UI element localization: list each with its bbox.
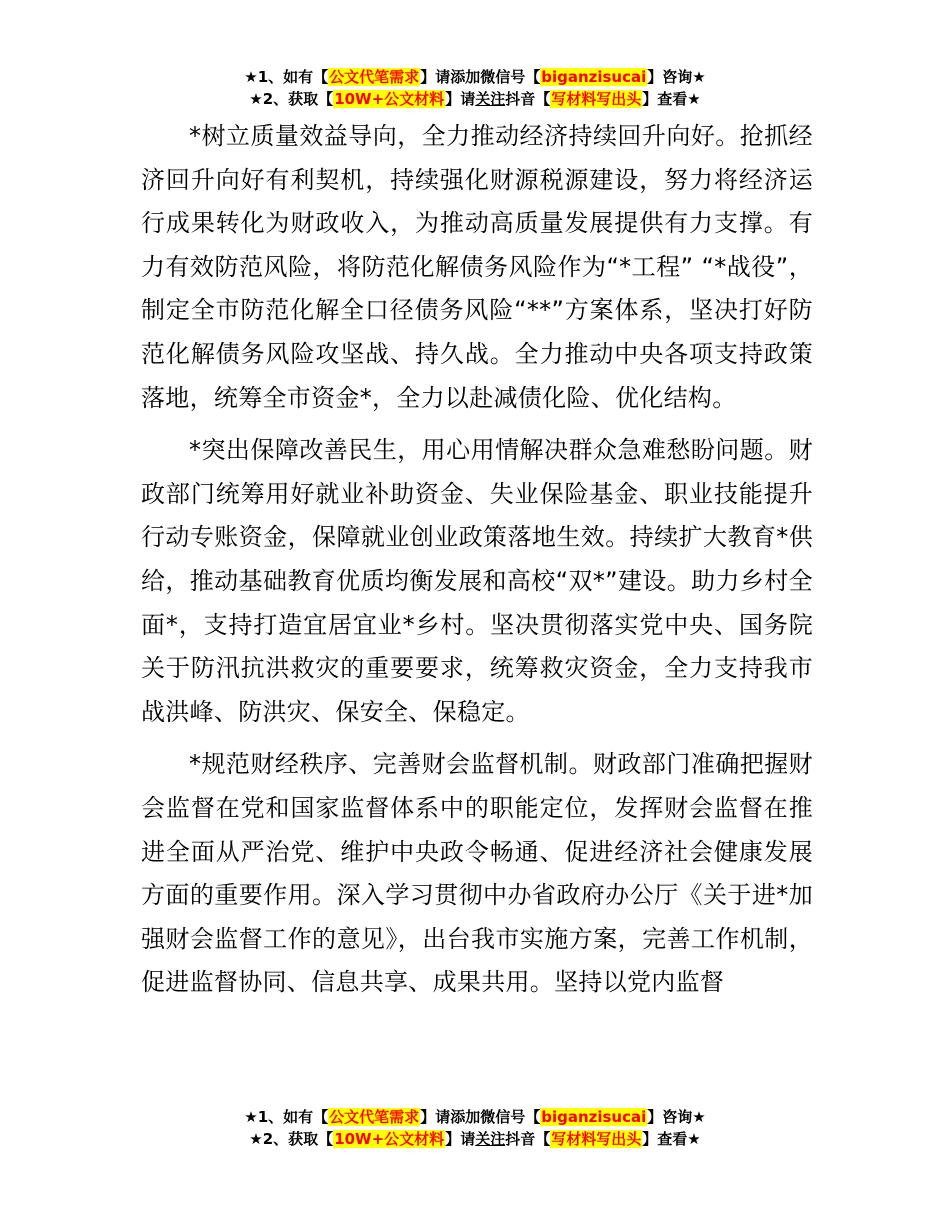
body-paragraph-3: *规范财经秩序、完善财会监督机制。财政部门准确把握财会监督在党和国家监督体系中的职能定位，发挥财会监督在推进全面从严治党、维护中央政令畅通、促进经济社会健康发展方面的重要作用。深入学习贯彻中办省政府办公厅《关于进*加强财会监督工作的意见》，出台我市实施方案，完善工作机制，促进监督协同、信息共享、成果共用。坚持以党内监督 — [141, 750, 813, 997]
header-line-2-middle-a: 】请 — [445, 90, 476, 108]
body-paragraph-2: *突出保障改善民生，用心用情解决群众急难愁盼问题。财政部门统筹用好就业补助资金、失业保险基金、职业技能提升行动专账资金，保障就业创业政策落地生效。持续扩大教育*供给，推动基础教育优质均衡发展和高校“双*”建设。助力乡村全面*，支持打造宜居宜业*乡村。坚决贯彻落实党中央、国务院关于防汛抗洪救灾的重要要求，统筹救灾资金，全力支持我市战洪峰、防洪灾、保安全、保稳定。 — [141, 436, 813, 726]
header-banner — [0, 66, 950, 110]
footer-highlight-douyin-account: 写材料写出头 — [551, 1130, 642, 1148]
footer-highlight-writing-service: 公文代笔需求 — [329, 1108, 420, 1126]
footer-line-2 — [0, 1128, 950, 1150]
body-paragraph-1: *树立质量效益导向，全力推动经济持续回升向好。抢抓经济回升向好有利契机，持续强化财源税源建设，努力将经济运行成果转化为财政收入，为推动高质量发展提供有力支撑。有力有效防范风险，将防范化解债务风险作为“*工程” “*战役”，制定全市防范化解全口径债务风险“**”方案体系，坚决打好防范化解债务风险攻坚战、持久战。全力推动中央各项支持政策落地，统筹全市资金*，全力以赴减债化险、优化结构。 — [141, 122, 813, 412]
footer-line-2-middle-b: 抖音【 — [505, 1130, 551, 1148]
footer-line-1-prefix: ★1、如有【 — [244, 1108, 329, 1126]
header-highlight-writing-service: 公文代笔需求 — [329, 68, 420, 86]
footer-line-1-suffix: 】咨询★ — [647, 1108, 706, 1126]
header-highlight-douyin-account: 写材料写出头 — [551, 90, 642, 108]
header-line-2-prefix: ★2、获取【 — [249, 90, 334, 108]
header-line-1-suffix: 】咨询★ — [647, 68, 706, 86]
footer-line-1 — [0, 1106, 950, 1128]
header-highlight-materials: 10W+公文材料 — [334, 90, 445, 108]
footer-highlight-wechat-id: biganzisucai — [541, 1108, 647, 1126]
header-line-2 — [0, 88, 950, 110]
header-line-1-middle: 】请添加微信号【 — [420, 68, 541, 86]
footer-line-1-middle: 】请添加微信号【 — [420, 1108, 541, 1126]
footer-line-2-middle-a: 】请 — [445, 1130, 476, 1148]
footer-highlight-materials: 10W+公文材料 — [334, 1130, 445, 1148]
header-line-2-middle-b: 抖音【 — [505, 90, 551, 108]
header-highlight-wechat-id: biganzisucai — [541, 68, 647, 86]
header-line-2-suffix: 】查看★ — [642, 90, 701, 108]
header-line-1 — [0, 66, 950, 88]
footer-line-2-suffix: 】查看★ — [642, 1130, 701, 1148]
footer-line-2-prefix: ★2、获取【 — [249, 1130, 334, 1148]
footer-banner — [0, 1106, 950, 1150]
document-body — [141, 115, 813, 1005]
header-line-1-prefix: ★1、如有【 — [244, 68, 329, 86]
header-underlined-follow: 关注 — [475, 90, 506, 108]
footer-underlined-follow: 关注 — [475, 1130, 506, 1148]
